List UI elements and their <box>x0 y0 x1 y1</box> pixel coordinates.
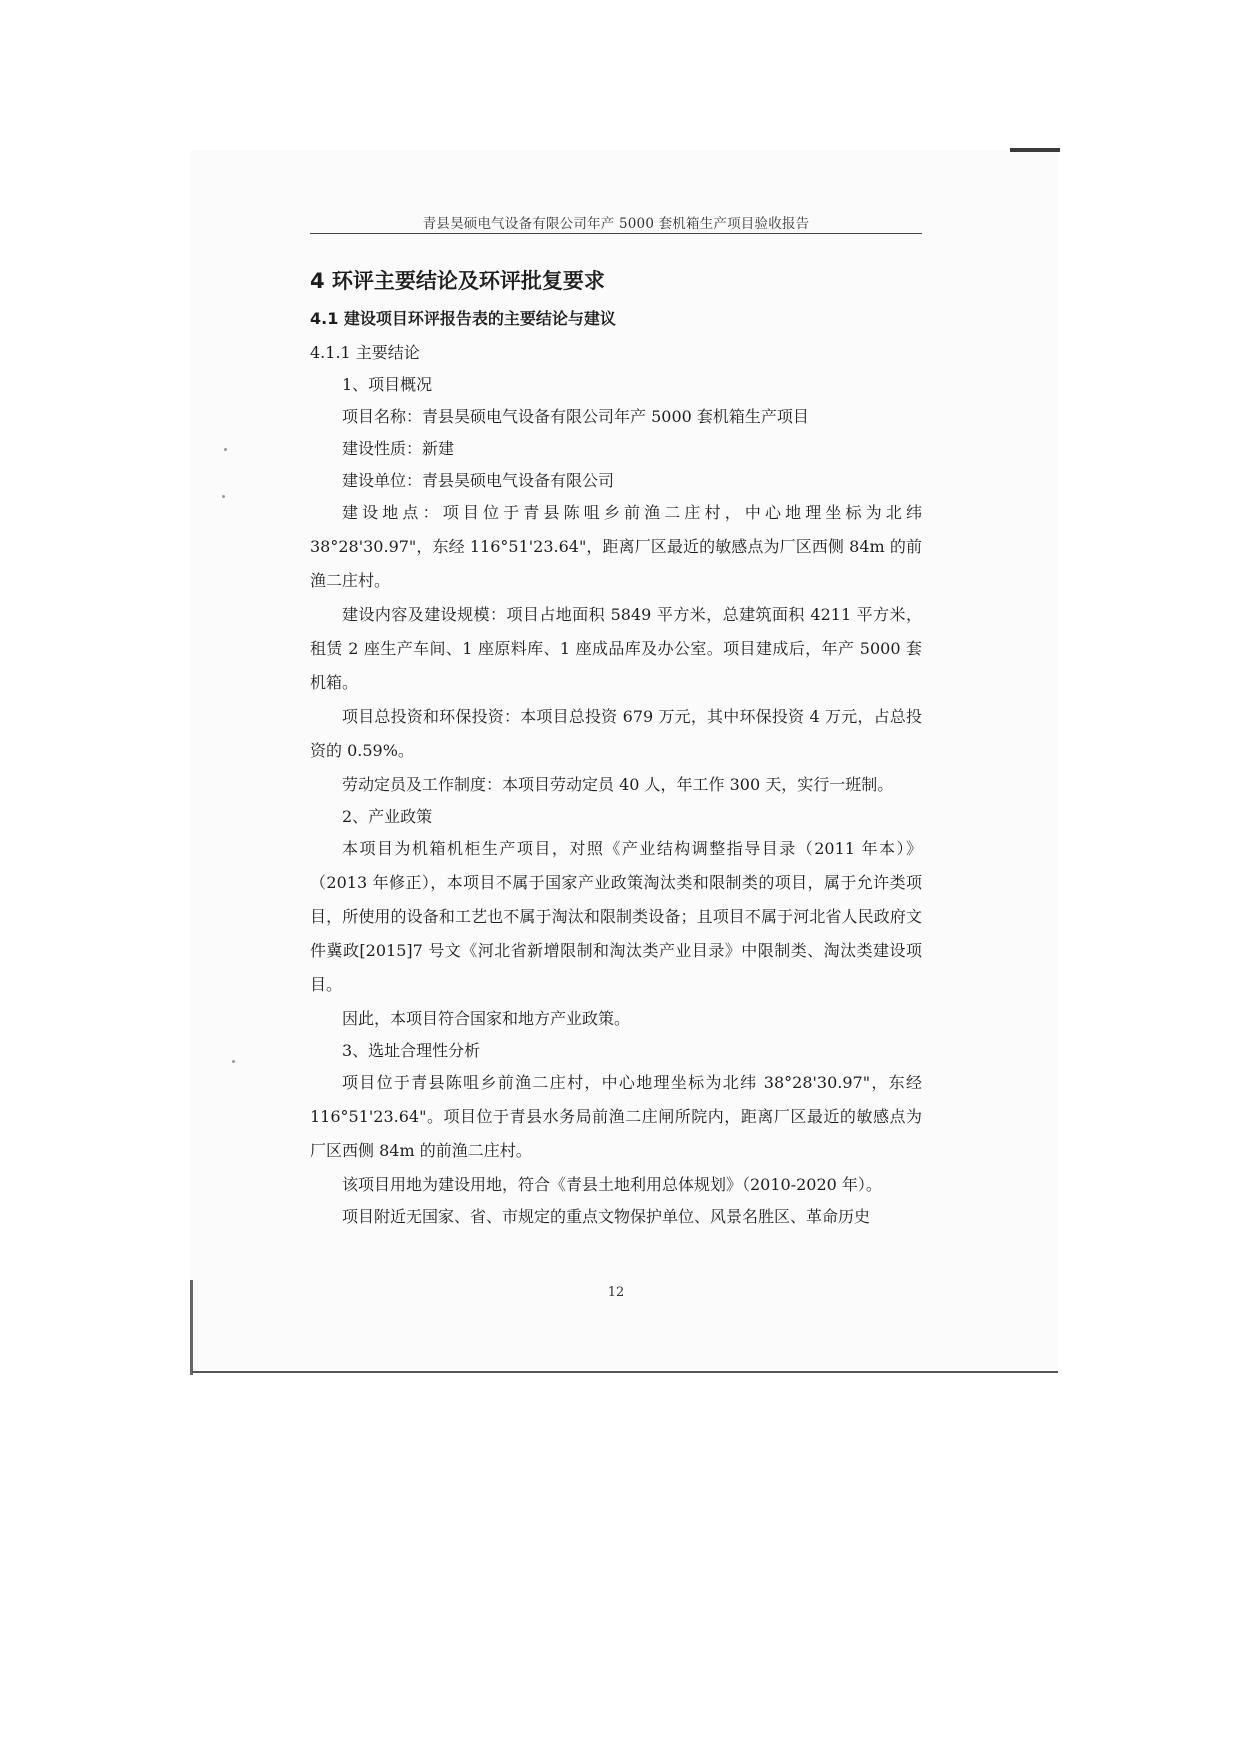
scan-speck <box>232 1060 235 1063</box>
scan-speck <box>224 448 227 451</box>
siting-heading: 3、选址合理性分析 <box>342 1041 481 1060</box>
policy-heading: 2、产业政策 <box>342 807 433 826</box>
land-use-paragraph: 该项目用地为建设用地，符合《青县土地利用总体规划》（2010-2020 年）。 <box>342 1175 882 1194</box>
construction-location: 建设地点：项目位于青县陈咀乡前渔二庄村，中心地理坐标为北纬 38°28'30.97"，东经 116°51'23.64"，距离厂区最近的敏感点为厂区西侧 84m 的前渔二庄村。 <box>310 503 922 590</box>
header-divider <box>310 233 922 234</box>
subsubsection-heading: 4.1.1 主要结论 <box>310 343 420 362</box>
staffing-paragraph: 劳动定员及工作制度：本项目劳动定员 40 人，年工作 300 天，实行一班制。 <box>342 775 894 794</box>
investment-paragraph: 项目总投资和环保投资：本项目总投资 679 万元，其中环保投资 4 万元，占总投资的 0.59%。 <box>310 707 922 760</box>
construction-nature: 建设性质：新建 <box>342 439 455 458</box>
siting-paragraph: 项目位于青县陈咀乡前渔二庄村，中心地理坐标为北纬 38°28'30.97"，东经 116°51'23.64"。项目位于青县水务局前渔二庄闸所院内，距离厂区最近的敏感点为厂区西侧 84m 的前渔二庄村。 <box>310 1073 922 1160</box>
scan-edge-top <box>1010 148 1060 152</box>
subsection-heading: 4.1 建设项目环评报告表的主要结论与建议 <box>310 309 616 328</box>
overview-heading: 1、项目概况 <box>342 375 433 394</box>
page-number: 12 <box>607 1285 625 1300</box>
running-header: 青县昊硕电气设备有限公司年产 5000 套机箱生产项目验收报告 <box>422 216 810 232</box>
scan-edge-left <box>190 1280 193 1375</box>
scan-speck <box>222 495 225 498</box>
construction-scale: 建设内容及建设规模：项目占地面积 5849 平方米，总建筑面积 4211 平方米，租赁 2 座生产车间、1 座原料库、1 座成品库及办公室。项目建成后，年产 5000 套机箱。 <box>310 605 922 692</box>
policy-conclusion: 因此，本项目符合国家和地方产业政策。 <box>342 1009 631 1028</box>
scan-edge-bottom <box>192 1371 1058 1373</box>
document-body <box>310 260 922 1232</box>
policy-paragraph: 本项目为机箱机柜生产项目，对照《产业结构调整指导目录（2011 年本）》（2013 年修正），本项目不属于国家产业政策淘汰类和限制类的项目，属于允许类项目，所使用的设备和工艺也不属于淘汰和限制类设备；且项目不属于河北省人民政府文件冀政[2015]7 号文《河北省新增限制和淘汰类产业目录》中限制类、淘汰类建设项目。 <box>310 839 922 994</box>
construction-unit: 建设单位：青县昊硕电气设备有限公司 <box>342 471 615 490</box>
section-heading: 4 环评主要结论及环评批复要求 <box>310 269 605 293</box>
project-name: 项目名称：青县昊硕电气设备有限公司年产 5000 套机箱生产项目 <box>342 407 809 426</box>
surroundings-paragraph: 项目附近无国家、省、市规定的重点文物保护单位、风景名胜区、革命历史 <box>342 1207 871 1226</box>
